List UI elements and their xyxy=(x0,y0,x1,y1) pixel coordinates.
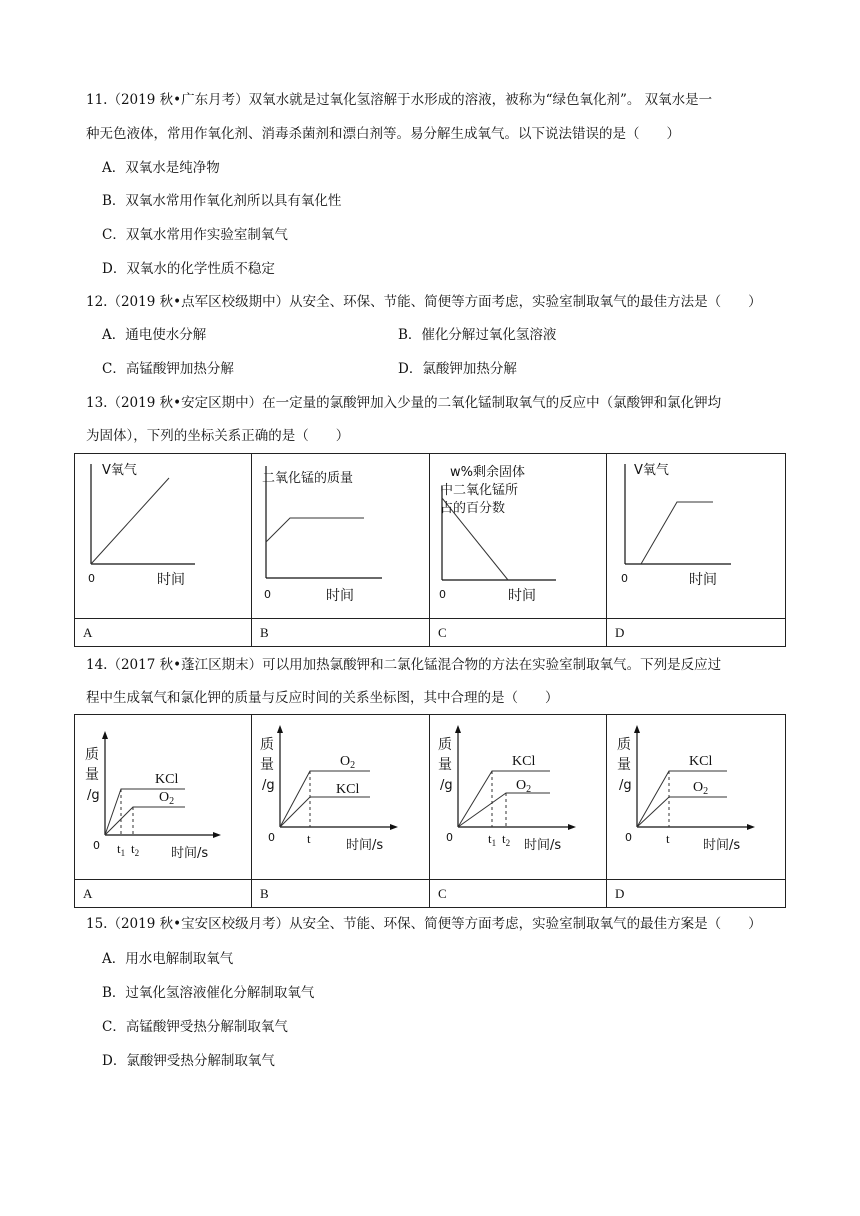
q11-option-c: C．双氧水常用作实验室制氧气 xyxy=(102,227,288,243)
q13-graph-a xyxy=(75,454,252,619)
q14-a-o2: O xyxy=(159,790,170,805)
q11-option-d: D．双氧水的化学性质不稳定 xyxy=(102,261,275,277)
q13-graph-c xyxy=(430,454,607,619)
q14-d-o2-sub: 2 xyxy=(703,786,709,797)
q14-a-o2-sub: 2 xyxy=(169,796,175,807)
q14-c-y-label-2: 量 xyxy=(438,757,452,773)
q14-b-y-label-1: 质 xyxy=(260,737,274,753)
q15-option-c: C．高锰酸钾受热分解制取氧气 xyxy=(102,1019,288,1035)
q14-label-c: C xyxy=(430,880,607,908)
q13-c-origin: 0 xyxy=(439,588,446,601)
q13-label-c: C xyxy=(430,619,607,647)
svg-text:t1 xyxy=(488,831,496,848)
q14-b-origin: 0 xyxy=(268,831,275,844)
q14-d-y-label-1: 质 xyxy=(617,737,631,753)
q14-graph-table xyxy=(74,714,786,908)
q14-b-x-label: 时间/s xyxy=(346,838,384,853)
q14-a-t1-sub: 1 xyxy=(120,848,126,858)
svg-text:O2 xyxy=(159,790,174,807)
q12-option-c: C．高锰酸钾加热分解 xyxy=(102,361,234,377)
q13-b-y-label: 二氧化锰的质量 xyxy=(262,471,354,486)
q13-b-x-label: 时间 xyxy=(326,588,354,604)
svg-text:O2 xyxy=(340,754,355,771)
q14-graph-b xyxy=(252,715,430,880)
q12-option-b: B．催化分解过氧化氢溶液 xyxy=(398,327,557,343)
q14-a-kcl: KCl xyxy=(155,772,179,787)
q13-c-y-label-2: 中二氧化锰所 xyxy=(440,483,519,498)
q15-option-b: B．过氧化氢溶液催化分解制取氧气 xyxy=(102,985,315,1001)
q13-a-x-label: 时间 xyxy=(157,572,185,588)
q13-graph-b xyxy=(252,454,430,619)
q12-option-a: A．通电使水分解 xyxy=(102,327,207,343)
q14-c-t2: t xyxy=(502,831,506,846)
q14-c-o2-sub: 2 xyxy=(526,784,532,795)
q14-c-t2-sub: 2 xyxy=(505,838,511,848)
svg-text:O2 xyxy=(693,780,708,797)
q14-label-a: A xyxy=(75,880,252,908)
q11-option-a: A．双氧水是纯净物 xyxy=(102,160,220,176)
q14-graph-d xyxy=(607,715,786,880)
q12-option-d: D．氯酸钾加热分解 xyxy=(398,361,517,377)
q14-c-t1: t xyxy=(488,831,492,846)
q14-label-b: B xyxy=(252,880,430,908)
q11-stem-line1: 11.（2019 秋•广东月考）双氧水就是过氧化氢溶解于水形成的溶液，被称为“绿色氧化剂”。 双氧水是一 xyxy=(86,92,713,108)
svg-text:t1 xyxy=(117,841,125,858)
q13-d-origin: 0 xyxy=(621,572,628,585)
q14-a-t1: t xyxy=(117,841,121,856)
q13-graph-d xyxy=(607,454,786,619)
q14-c-x-label: 时间/s xyxy=(524,838,562,853)
svg-text:O2 xyxy=(516,778,531,795)
q14-d-kcl: KCl xyxy=(689,754,713,769)
q14-a-t2-sub: 2 xyxy=(134,848,140,858)
q13-c-x-label: 时间 xyxy=(508,588,536,604)
q14-c-y-label-3: /g xyxy=(440,778,453,793)
q14-stem-line2: 程中生成氧气和氯化钾的质量与反应时间的关系坐标图，其中合理的是（ ） xyxy=(86,690,559,706)
q14-graph-a xyxy=(75,715,252,880)
q15-option-a: A．用水电解制取氧气 xyxy=(102,951,234,967)
svg-text:t2 xyxy=(502,831,510,848)
q14-label-d: D xyxy=(607,880,786,908)
q14-d-y-label-3: /g xyxy=(619,778,632,793)
q13-c-y-label-1: w%剩余固体 xyxy=(450,465,525,480)
q14-a-origin: 0 xyxy=(93,839,100,852)
q14-b-y-label-2: 量 xyxy=(260,757,274,773)
q13-stem-line1: 13.（2019 秋•安定区期中）在一定量的氯酸钾加入少量的二氧化锰制取氧气的反应中（氯酸钾和氯化钾均 xyxy=(86,395,722,411)
q15-stem: 15.（2019 秋•宝安区校级月考）从安全、节能、环保、简便等方面考虑，实验室制取氧气的最佳方案是（ ） xyxy=(86,916,762,932)
q13-c-y-label-3: 占的百分数 xyxy=(440,501,506,516)
q14-stem-line1: 14.（2017 秋•蓬江区期末）可以用加热氯酸钾和二氯化锰混合物的方法在实验室制取氧气。下列是反应过 xyxy=(86,657,722,673)
q14-a-y-label-2: 量 xyxy=(85,767,99,783)
q13-a-y-label: V氧气 xyxy=(102,463,137,478)
q13-label-a: A xyxy=(75,619,252,647)
q14-graph-c xyxy=(430,715,607,880)
q14-a-x-label: 时间/s xyxy=(171,846,209,861)
q13-graph-table xyxy=(74,453,786,647)
q12-stem: 12.（2019 秋•点军区校级期中）从安全、环保、节能、简便等方面考虑，实验室制取氧气的最佳方法是（ ） xyxy=(86,294,762,310)
q14-c-y-label-1: 质 xyxy=(438,737,452,753)
q14-b-o2-sub: 2 xyxy=(350,760,356,771)
q14-a-y-label-1: 质 xyxy=(85,747,99,763)
q14-a-t2: t xyxy=(131,841,135,856)
q14-c-origin: 0 xyxy=(446,831,453,844)
q14-a-y-label-3: /g xyxy=(87,788,100,803)
q14-d-x-label: 时间/s xyxy=(703,838,741,853)
q14-b-o2: O xyxy=(340,754,351,769)
svg-text:t2 xyxy=(131,841,139,858)
q15-option-d: D．氯酸钾受热分解制取氧气 xyxy=(102,1053,275,1069)
q11-stem-line2: 种无色液体，常用作氧化剂、消毒杀菌剂和漂白剂等。易分解生成氧气。以下说法错误的是（ ） xyxy=(86,126,680,142)
q13-label-b: B xyxy=(252,619,430,647)
q14-b-t: t xyxy=(307,831,311,846)
q13-d-y-label: V氧气 xyxy=(634,463,669,478)
q14-b-y-label-3: /g xyxy=(262,778,275,793)
q14-c-kcl: KCl xyxy=(512,754,536,769)
q14-d-origin: 0 xyxy=(625,831,632,844)
q14-c-t1-sub: 1 xyxy=(491,838,497,848)
q13-b-origin: 0 xyxy=(264,588,271,601)
q13-label-d: D xyxy=(607,619,786,647)
q14-b-kcl: KCl xyxy=(336,782,360,797)
q14-d-t: t xyxy=(666,831,670,846)
q13-a-origin: 0 xyxy=(88,572,95,585)
q11-option-b: B．双氧水常用作氧化剂所以具有氧化性 xyxy=(102,193,342,209)
q13-d-x-label: 时间 xyxy=(689,572,717,588)
q14-d-y-label-2: 量 xyxy=(617,757,631,773)
q14-c-o2: O xyxy=(516,778,527,793)
q14-d-o2: O xyxy=(693,780,704,795)
q13-stem-line2: 为固体），下列的坐标关系正确的是（ ） xyxy=(86,428,350,444)
